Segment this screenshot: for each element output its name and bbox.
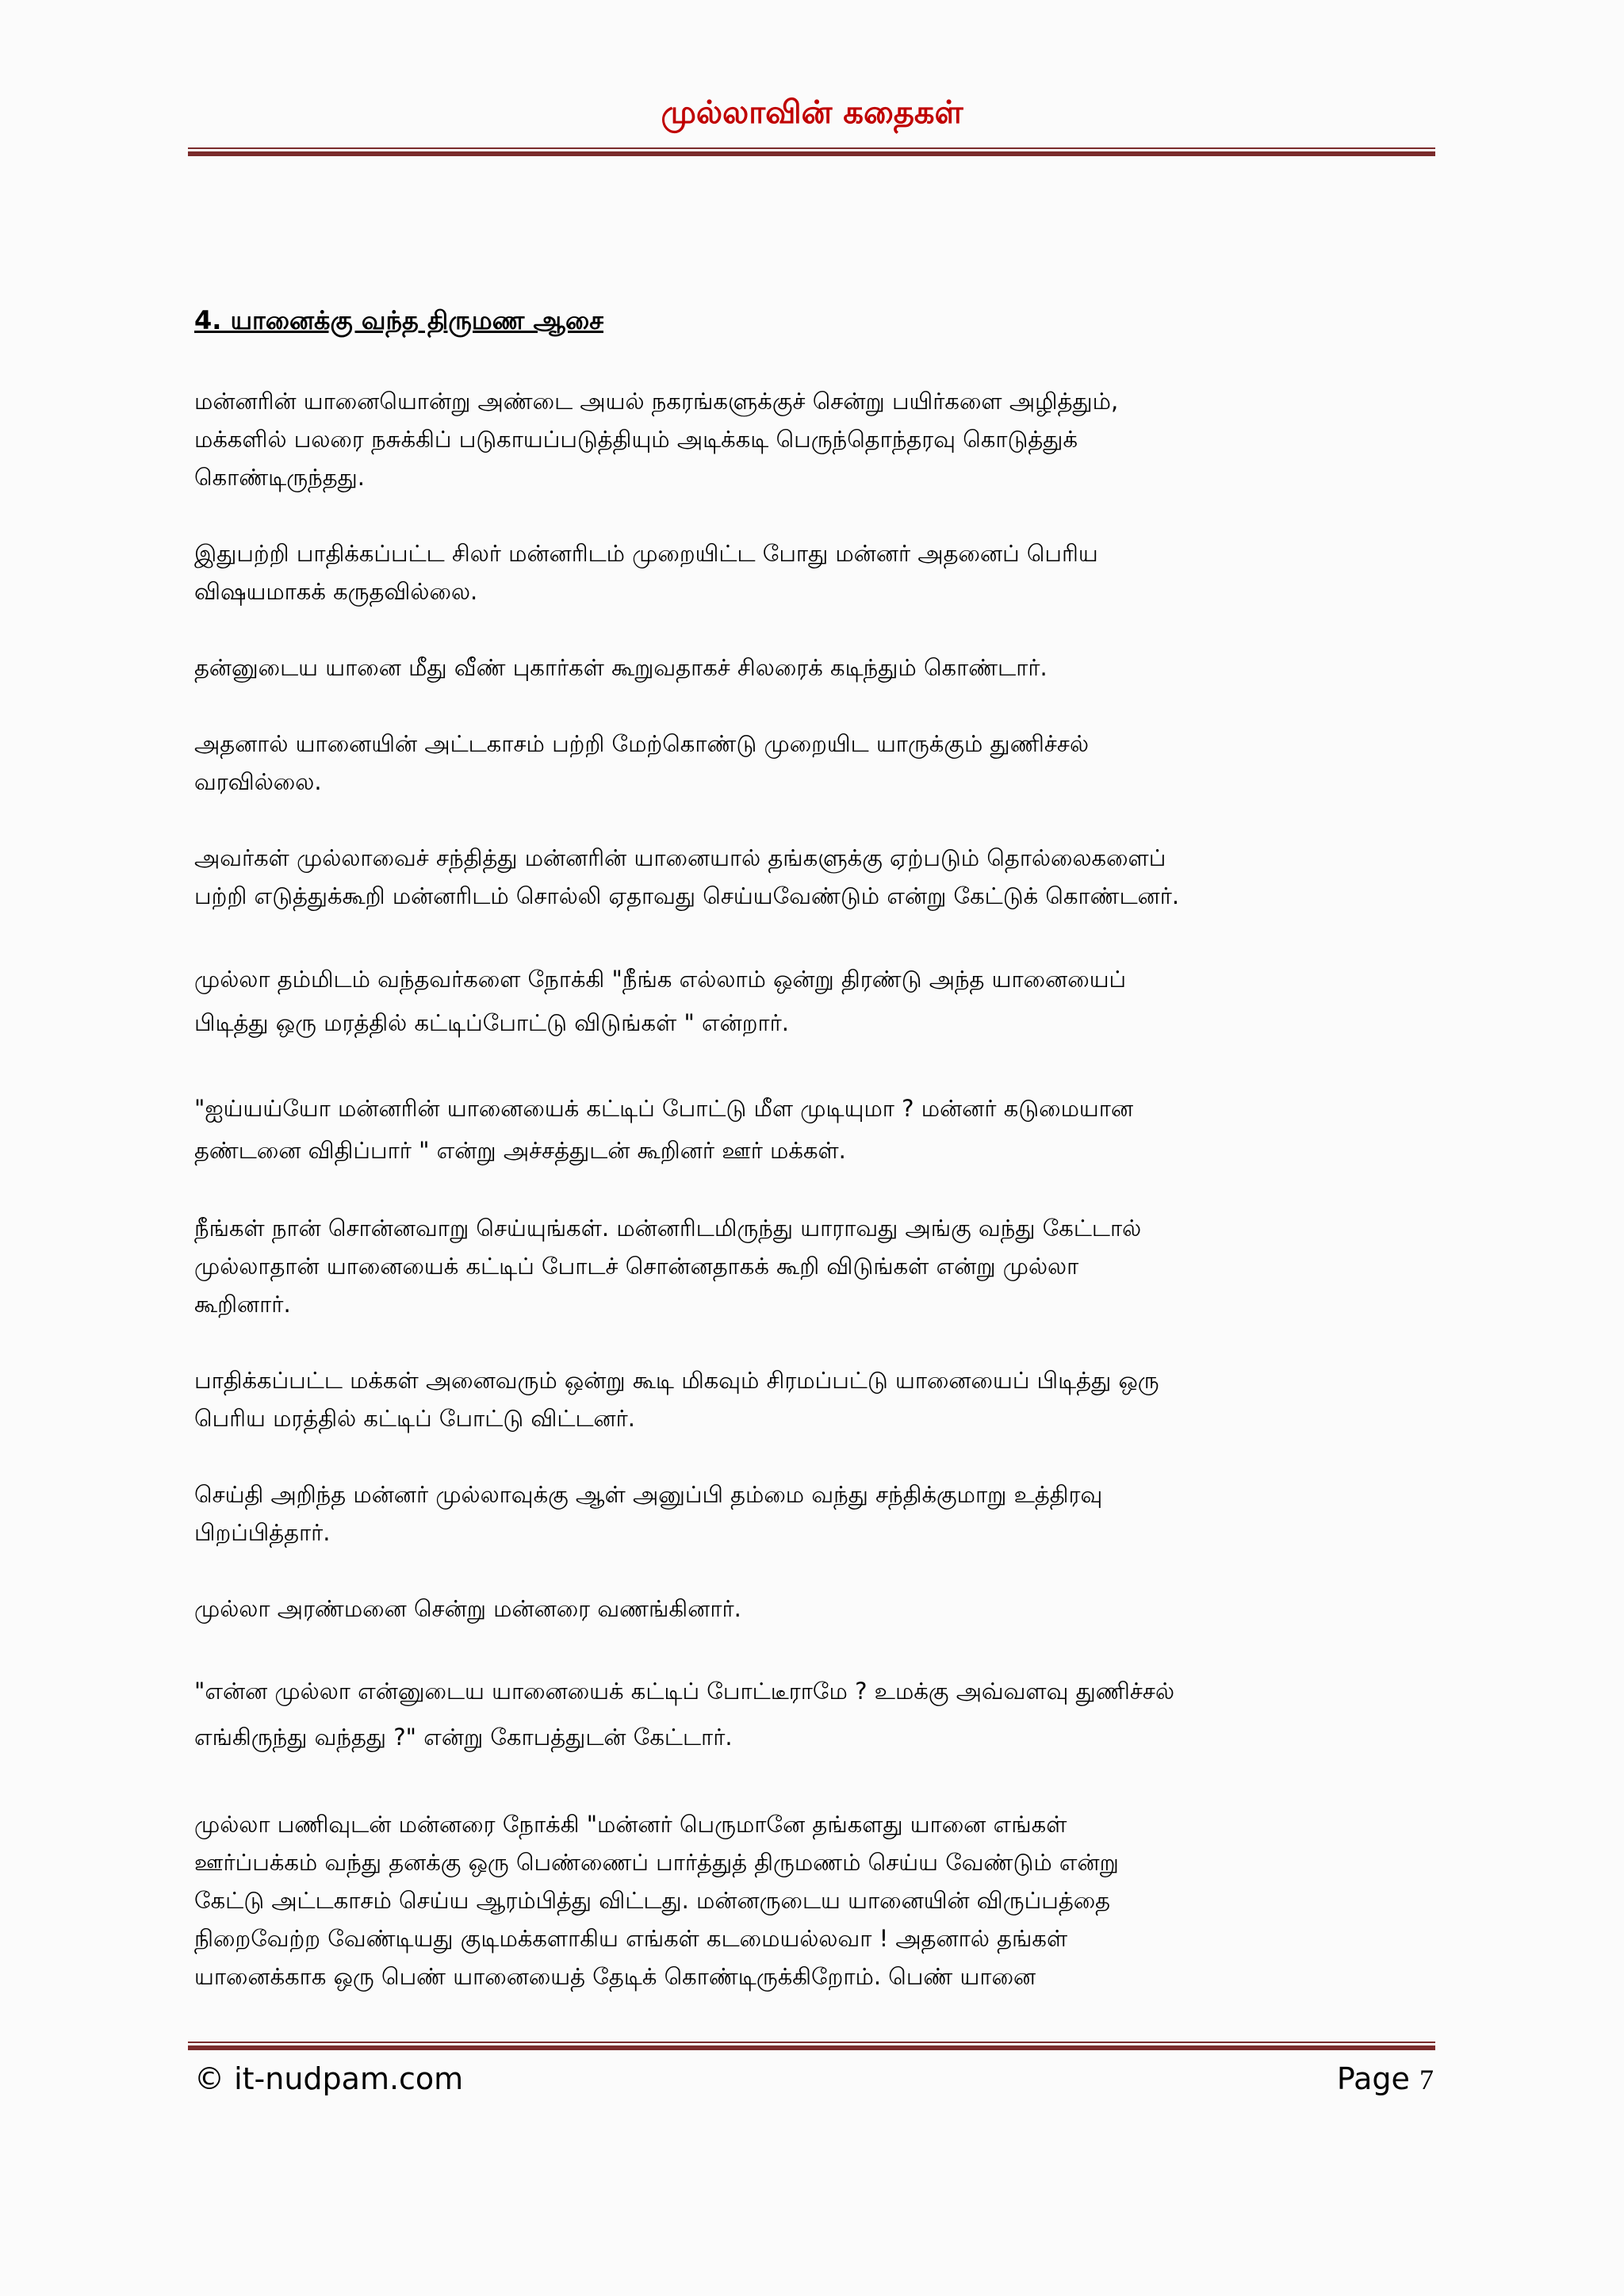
header-title: முல்லாவின் கதைகள் [661,94,963,131]
text-line: முல்லா அரண்மனை சென்று மன்னரை வணங்கினார். [194,1595,741,1622]
text-line: தன்னுடைய யானை மீது வீண் புகார்கள் கூறுவதாகச் சிலரைக் கடிந்தும் கொண்டார். [194,654,1048,681]
chapter-title: 4. யானைக்கு வந்த திருமண ஆசை [194,305,603,335]
text-line: மக்களில் பலரை நசுக்கிப் படுகாயப்படுத்தியும் அடிக்கடி பெருந்தொந்தரவு கொடுத்துக் [194,426,1078,453]
text-line: நிறைவேற்ற வேண்டியது குடிமக்களாகிய எங்கள் கடமையல்லவா ! அதனால் தங்கள் [194,1925,1068,1952]
text-line: எங்கிருந்து வந்தது ?" என்று கோபத்துடன் கேட்டார். [194,1724,733,1751]
text-line: பற்றி எடுத்துக்கூறி மன்னரிடம் சொல்லி ஏதாவது செய்யவேண்டும் என்று கேட்டுக் கொண்டனர். [194,882,1180,909]
text-line: "ஐய்யய்யோ மன்னரின் யானையைக் கட்டிப் போட்டு மீள முடியுமா ? மன்னர் கடுமையான [194,1095,1134,1122]
footer-rule-thick [188,2045,1435,2050]
text-line: அவர்கள் முல்லாவைச் சந்தித்து மன்னரின் யானையால் தங்களுக்கு ஏற்படும் தொல்லைகளைப் [194,844,1166,871]
text-line: கேட்டு அட்டகாசம் செய்ய ஆரம்பித்து விட்டது. மன்னருடைய யானையின் விருப்பத்தை [194,1887,1111,1914]
header-rule-thick [188,151,1435,156]
text-line: கூறினார். [194,1291,291,1318]
text-line: யானைக்காக ஒரு பெண் யானையைத் தேடிக் கொண்டிருக்கிறோம். பெண் யானை [194,1963,1036,1990]
text-line: பிறப்பித்தார். [194,1519,331,1546]
text-line: செய்தி அறிந்த மன்னர் முல்லாவுக்கு ஆள் அனுப்பி தம்மை வந்து சந்திக்குமாறு உத்திரவு [194,1481,1103,1508]
text-line: கொண்டிருந்தது. [194,464,365,491]
text-line: முல்லா தம்மிடம் வந்தவர்களை நோக்கி "நீங்க எல்லாம் ஒன்று திரண்டு அந்த யானையைப் [194,966,1127,993]
footer-page-indicator [1337,2061,1434,2098]
text-line: நீங்கள் நான் சொன்னவாறு செய்யுங்கள். மன்னரிடமிருந்து யாராவது அங்கு வந்து கேட்டால் [194,1215,1142,1242]
text-line: முல்லா பணிவுடன் மன்னரை நோக்கி "மன்னர் பெருமானே தங்களது யானை எங்கள் [194,1811,1067,1838]
header-rule-thin [188,147,1435,149]
footer-rule-thin [188,2042,1435,2043]
footer-copyright: © it-nudpam.com [194,2061,464,2096]
text-line: மன்னரின் யானையொன்று அண்டை அயல் நகரங்களுக்குச் சென்று பயிர்களை அழித்தும், [194,388,1119,415]
text-line: பாதிக்கப்பட்ட மக்கள் அனைவரும் ஒன்று கூடி மிகவும் சிரமப்பட்டு யானையைப் பிடித்து ஒரு [194,1367,1159,1394]
text-line: விஷயமாகக் கருதவில்லை. [194,578,478,605]
text-line: ஊர்ப்பக்கம் வந்து தனக்கு ஒரு பெண்ணைப் பார்த்துத் திருமணம் செய்ய வேண்டும் என்று [194,1849,1119,1876]
text-line: அதனால் யானையின் அட்டகாசம் பற்றி மேற்கொண்டு முறையிட யாருக்கும் துணிச்சல் [194,730,1090,757]
page-label: Page [1336,2061,1410,2096]
text-line: தண்டனை விதிப்பார் " என்று அச்சத்துடன் கூறினர் ஊர் மக்கள். [194,1137,846,1164]
text-line: "என்ன முல்லா என்னுடைய யானையைக் கட்டிப் போட்டீராமே ? உமக்கு அவ்வளவு துணிச்சல் [194,1678,1175,1705]
text-line: இதுபற்றி பாதிக்கப்பட்ட சிலர் மன்னரிடம் முறையிட்ட போது மன்னர் அதனைப் பெரிய [194,540,1098,567]
text-line: பெரிய மரத்தில் கட்டிப் போட்டு விட்டனர். [194,1405,636,1432]
text-line: பிடித்து ஒரு மரத்தில் கட்டிப்போட்டு விடுங்கள் " என்றார். [194,1009,790,1036]
text-line: முல்லாதான் யானையைக் கட்டிப் போடச் சொன்னதாகக் கூறி விடுங்கள் என்று முல்லா [194,1253,1079,1280]
page-number: 7 [1419,2064,1434,2095]
text-line: வரவில்லை. [194,768,322,795]
